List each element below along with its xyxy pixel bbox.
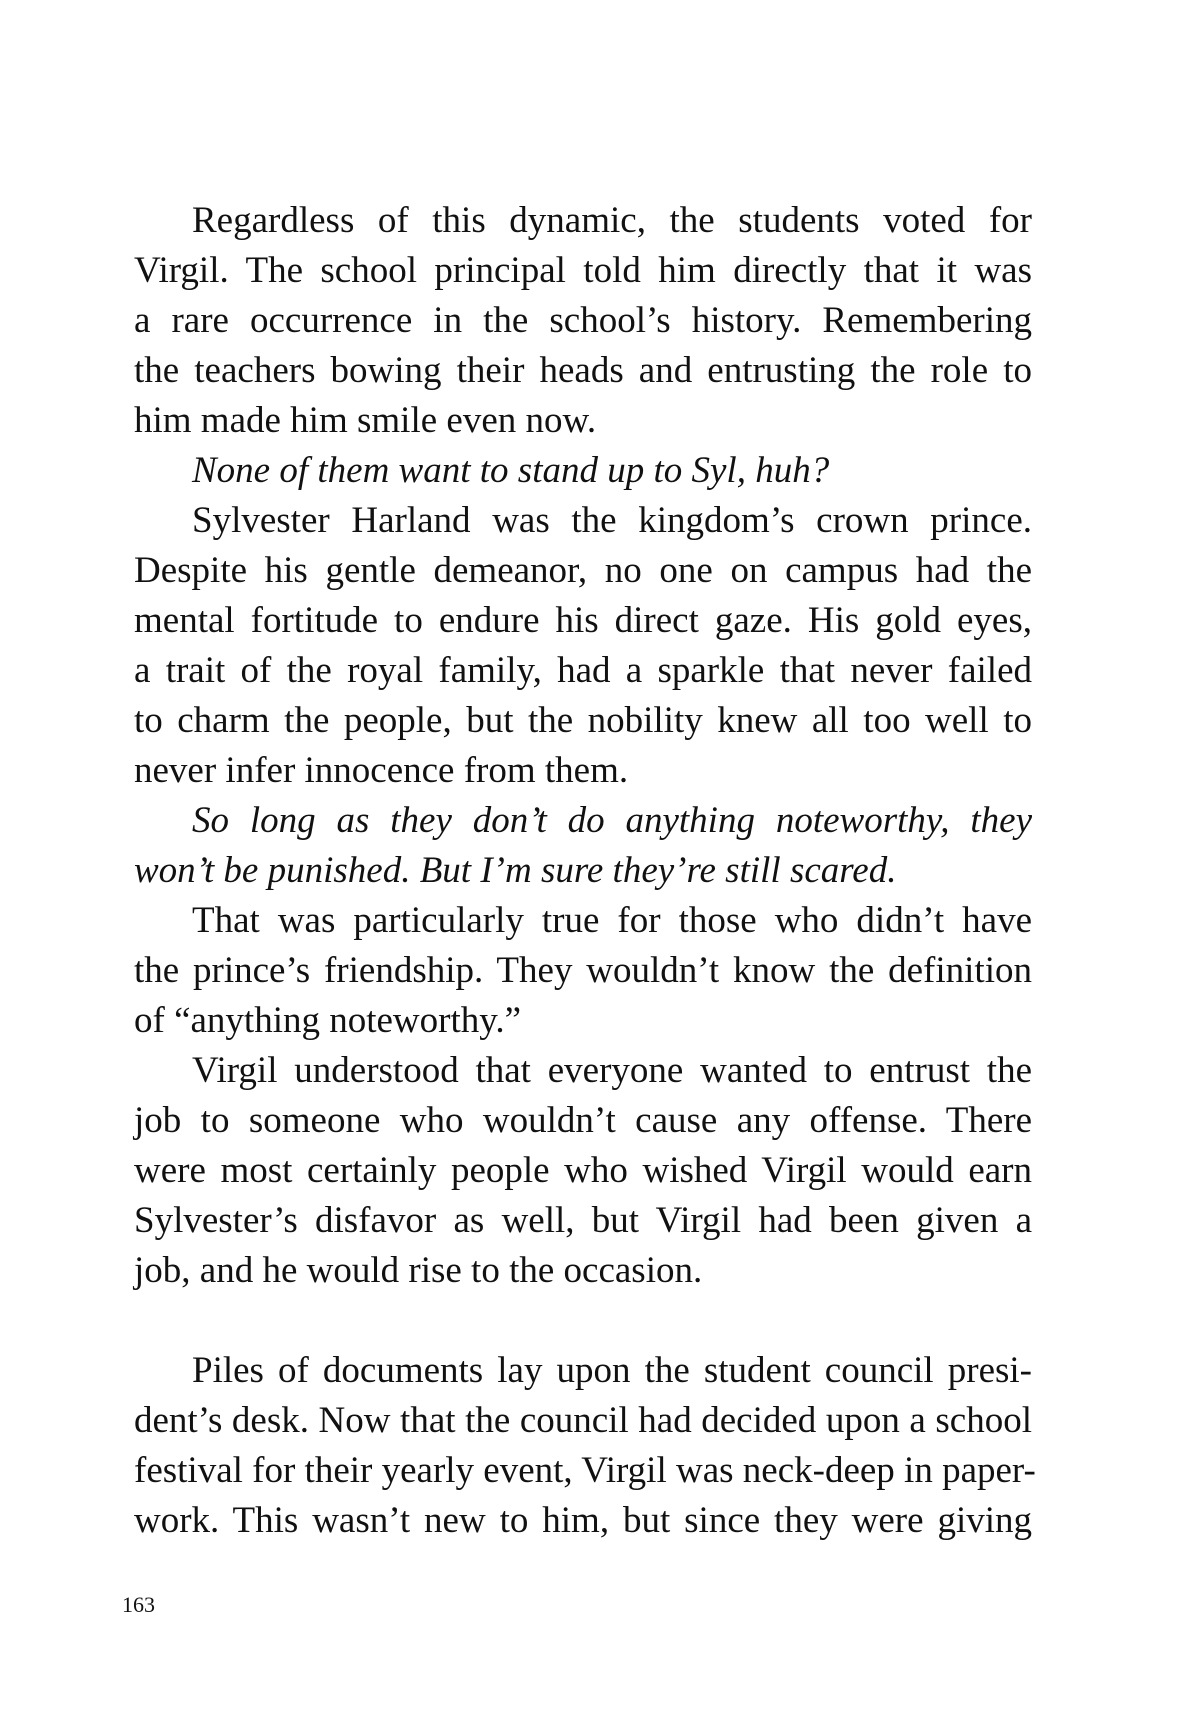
text-line: job to someone who wouldn’t cause any offense. There (134, 1100, 1032, 1141)
text-line: Piles of documents lay upon the student council presi- (192, 1350, 1032, 1391)
italic-thought-line: won’t be punished. But I’m sure they’re still scared. (134, 850, 897, 891)
text-line: Sylvester Harland was the kingdom’s crown prince. (192, 500, 1032, 541)
text-line: That was particularly true for those who didn’t have (192, 900, 1032, 941)
text-line: a rare occurrence in the school’s history. Remembering (134, 300, 1032, 341)
text-line: Sylvester’s disfavor as well, but Virgil had been given a (134, 1200, 1032, 1241)
text-line: work. This wasn’t new to him, but since they were giving (134, 1500, 1032, 1541)
text-line: the prince’s friendship. They wouldn’t know the definition (134, 950, 1032, 991)
text-line: a trait of the royal family, had a sparkle that never failed (134, 650, 1032, 691)
page-body-text (134, 196, 1036, 1546)
text-line: the teachers bowing their heads and entrusting the role to (134, 350, 1032, 391)
text-line: job, and he would rise to the occasion. (134, 1250, 703, 1291)
text-line: Regardless of this dynamic, the students voted for (192, 200, 1032, 241)
italic-thought-line: None of them want to stand up to Syl, huh? (192, 450, 830, 491)
text-line: Despite his gentle demeanor, no one on campus had the (134, 550, 1032, 591)
text-line: dent’s desk. Now that the council had decided upon a school (134, 1400, 1032, 1441)
text-line: mental fortitude to endure his direct gaze. His gold eyes, (134, 600, 1032, 641)
section-break (134, 1296, 1032, 1346)
italic-thought-line: So long as they don’t do anything noteworthy, they (192, 800, 1032, 841)
text-line: festival for their yearly event, Virgil was neck-deep in paper- (134, 1450, 1036, 1491)
text-line: never infer innocence from them. (134, 750, 629, 791)
text-line: Virgil. The school principal told him directly that it was (134, 250, 1032, 291)
text-line: to charm the people, but the nobility knew all too well to (134, 700, 1032, 741)
page-number: 163 (122, 1592, 155, 1617)
text-line: him made him smile even now. (134, 400, 597, 441)
text-line: of “anything noteworthy.” (134, 1000, 522, 1041)
text-line: Virgil understood that everyone wanted to entrust the (192, 1050, 1032, 1091)
text-line: were most certainly people who wished Virgil would earn (134, 1150, 1032, 1191)
